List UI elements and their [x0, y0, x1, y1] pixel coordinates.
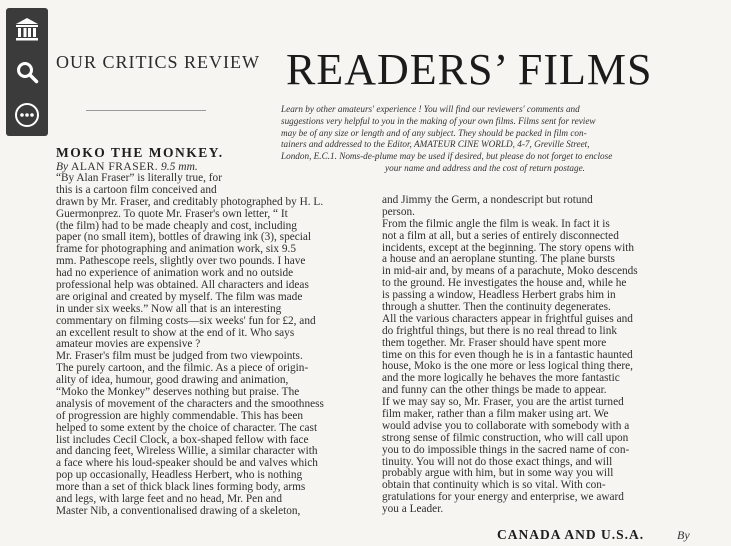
column-1-body — [56, 173, 370, 518]
text-line: tinuity. You will not do those exact things, and will — [382, 456, 613, 468]
museum-button[interactable] — [12, 14, 42, 44]
text-line: pop up occasionally, Headless Herbert, who is nothing — [56, 470, 303, 482]
byline-format: 9.5 mm. — [158, 161, 198, 173]
more-options-icon — [14, 102, 40, 128]
intro-line: suggestions very helpful to you in the making of your own films. Films sent for review — [281, 115, 596, 126]
text-line: ality of idea, humour, good drawing and animation, — [56, 375, 289, 387]
text-line: helped to some extent by the choice of character. The cast — [56, 422, 318, 434]
text-line: strong sense of filmic construction, who will call upon — [382, 432, 629, 444]
viewer-toolbar — [6, 8, 48, 136]
more-options-button[interactable] — [12, 100, 42, 130]
text-line: time on this for even though he is in a fantastic haunted — [382, 349, 633, 361]
text-line: house, Moko is the one more or less logical thing there, — [382, 361, 633, 373]
text-line: and funny can the other things be made to appear. — [382, 385, 607, 397]
text-line: drawn by Mr. Fraser, and creditably photographed by H. L. — [56, 196, 324, 208]
text-line: in mid-air and, by means of a parachute, Moko descends — [382, 266, 638, 278]
text-line: amateur movies are expensive ? — [56, 339, 201, 351]
header-kicker: OUR CRITICS REVIEW — [56, 52, 260, 72]
text-line: Mr. Fraser's film must be judged from two viewpoints. — [56, 351, 303, 363]
text-line: had no experience of animation work and no outside — [56, 268, 294, 280]
intro-line: your name and address and the cost of return postage. — [385, 162, 585, 173]
text-line: analysis of movement of the characters and the smoothness — [56, 398, 324, 410]
text-line: person. — [382, 206, 415, 218]
text-line: obtain that continuity which is so vital. With con- — [382, 480, 606, 492]
text-line: a house and an aeroplane stunting. The plane bursts — [382, 254, 615, 266]
text-line: All the various characters appear in frightful guises and — [382, 313, 633, 325]
text-line: you a Leader. — [382, 504, 444, 516]
text-line: incidents, except at the beginning. The story opens with — [382, 242, 635, 254]
text-line: The purely cartoon, and the filmic. As a piece of origin- — [56, 363, 309, 375]
text-line: you to do impossible things in the sacred name of con- — [382, 444, 630, 456]
text-line: in under six weeks.” Now all that is an interesting — [56, 303, 282, 315]
article-column-2 — [382, 195, 694, 516]
text-line: not a film at all, but a series of entirely disconnected — [382, 230, 619, 242]
text-line: an excellent result to show at the end of it. Who says — [56, 327, 295, 339]
intro-line: may be of any size or length and of any subject. They should be packed in film con- — [281, 127, 587, 138]
text-line: is passing a window, Headless Herbert grabs him in — [382, 290, 616, 302]
article-byline — [56, 161, 370, 173]
text-line: probably argue with him, but in some way you will — [382, 468, 614, 480]
text-line: film maker, rather than a film maker using art. We — [382, 409, 609, 421]
search-button[interactable] — [12, 57, 42, 87]
text-line: “Moko the Monkey” deserves nothing but praise. The — [56, 387, 300, 399]
text-line: Master Nib, a conventionalised drawing of a skeleton, — [56, 505, 301, 517]
text-line: “By Alan Fraser” is literally true, for — [56, 173, 222, 184]
article-column-1 — [56, 145, 370, 518]
next-section-title: CANADA AND U.S.A. — [497, 527, 645, 542]
museum-icon — [14, 16, 40, 42]
byline-prefix: By — [56, 161, 72, 173]
text-line: Guermonprez. To quote Mr. Fraser's own letter, “ It — [56, 208, 288, 220]
byline-author: ALAN FRASER. — [71, 161, 159, 173]
text-line: (the film) had to be made cheaply and cost, including — [56, 220, 297, 232]
text-line: professional help was obtained. All characters and ideas — [56, 280, 309, 292]
intro-line: Learn by other amateurs' experience ! You will find our reviewers' comments and — [281, 104, 580, 114]
text-line: commentary on filming costs—six weeks' fun for £2, and — [56, 315, 316, 327]
next-section-byline: By — [677, 528, 690, 542]
article-title: MOKO THE MONKEY. — [56, 145, 224, 160]
text-line: and legs, with large feet and no head, Mr. Pen and — [56, 494, 282, 506]
text-line: of progression are highly commendable. This has been — [56, 410, 304, 422]
page-title: READERS’ FILMS — [286, 45, 653, 94]
divider-rule — [86, 110, 206, 111]
text-line: and Jimmy the Germ, a nondescript but rotund — [382, 195, 593, 206]
text-line: From the filmic angle the film is weak. In fact it is — [382, 218, 610, 230]
text-line: through a shutter. Then the continuity degenerates. — [382, 302, 611, 314]
text-line: paper (no small item), bottles of drawing ink (3), special — [56, 232, 312, 244]
text-line: a face where his loud-speaker should be and valves which — [56, 458, 318, 470]
text-line: more than a set of thick black lines forming body, arms — [56, 482, 306, 494]
intro-line: London, E.C.1. Noms-de-plume may be used if desired, but please do not forget to enclose — [281, 151, 613, 162]
text-line: mm. Pathescope reels, slightly over two pounds. I have — [56, 256, 306, 268]
text-line: and dancing feet, Wireless Willie, a similar character with — [56, 446, 318, 458]
search-icon — [15, 60, 39, 84]
text-line: are original and created by myself. The film was made — [56, 291, 303, 303]
column-2-body — [382, 195, 694, 516]
intro-line: tainers and addressed to the Editor, AMATEUR CINE WORLD, 4-7, Greville Street, — [281, 139, 590, 150]
text-line: If we may say so, Mr. Fraser, you are the artist turned — [382, 397, 624, 409]
text-line: them together. Mr. Fraser should have spent more — [382, 337, 607, 349]
text-line: to the ground. He investigates the house and, while he — [382, 278, 627, 290]
text-line: gratulations for your energy and enterprise, we award — [382, 492, 624, 504]
text-line: and the more logically he behaves the more fantastic — [382, 373, 620, 385]
text-line: frame for photographing and animation work, six 9.5 — [56, 244, 297, 256]
text-line: list includes Cecil Clock, a box-shaped fellow with face — [56, 434, 309, 446]
text-line: would advise you to collaborate with somebody with a — [382, 420, 630, 432]
text-line: do frightful things, but there is no real thread to link — [382, 325, 617, 337]
text-line: this is a cartoon film conceived and — [56, 184, 217, 196]
